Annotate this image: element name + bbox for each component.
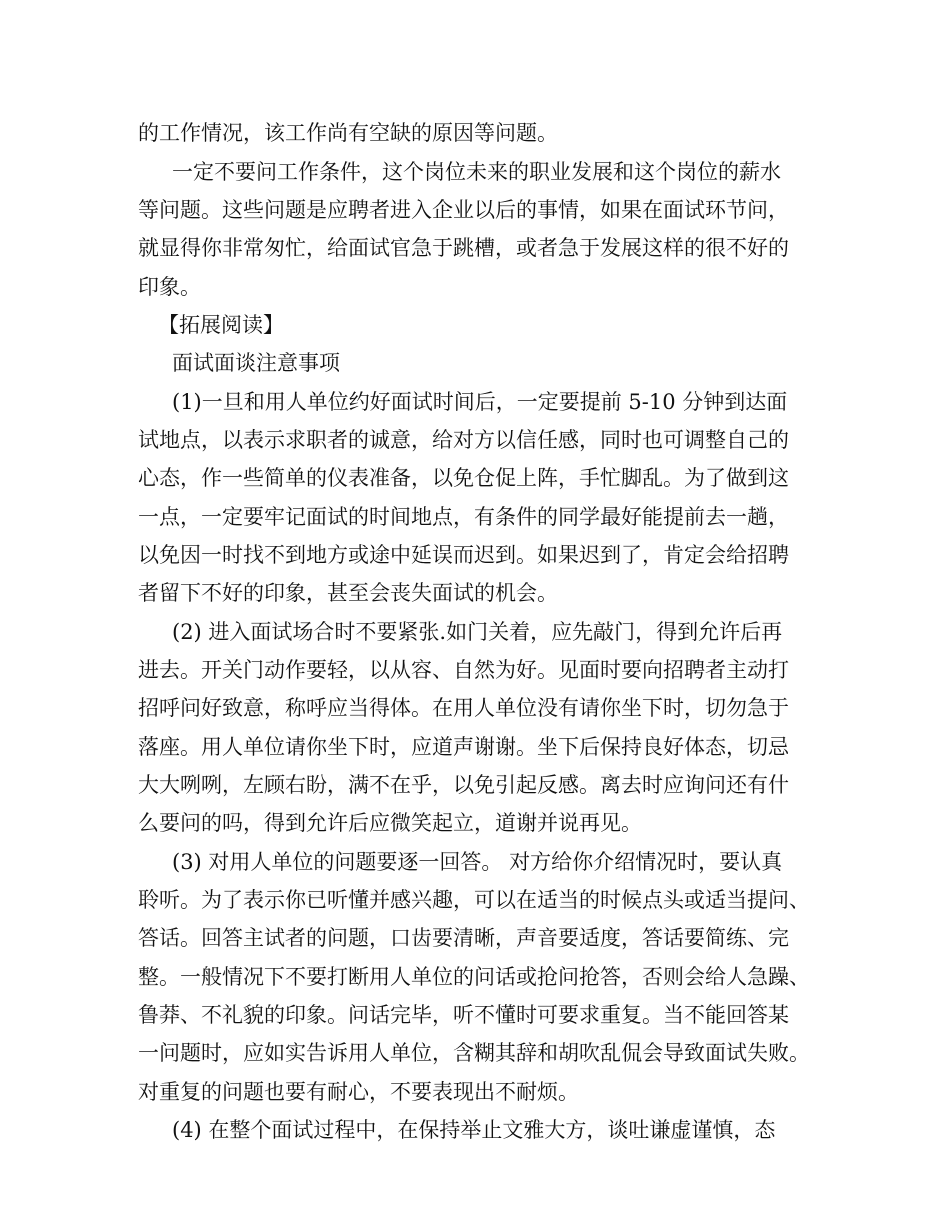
text-line: 以免因一时找不到地方或途中延误而迟到。如果迟到了，肯定会给招聘 (138, 543, 789, 567)
text-line: 聆听。为了表示你已听懂并感兴趣，可以在适当的时候点头或适当提问、 (138, 888, 810, 912)
text-line: 一定不要问工作条件，这个岗位未来的职业发展和这个岗位的薪水 (172, 160, 781, 184)
text-line: 一问题时，应如实告诉用人单位，含糊其辞和胡吹乱侃会导致面试失败。 (138, 1041, 810, 1065)
text-line: (1)一旦和用人单位约好面试时间后，一定要提前 5-10 分钟到达面 (172, 390, 788, 414)
text-line: 对重复的问题也要有耐心，不要表现出不耐烦。 (138, 1080, 579, 1104)
text-line: 的工作情况，该工作尚有空缺的原因等问题。 (138, 121, 558, 145)
text-line: 者留下不好的印象，甚至会丧失面试的机会。 (138, 581, 558, 605)
text-line: (2) 进入面试场合时不要紧张.如门关着，应先敲门，得到允许后再 (172, 620, 783, 644)
section-heading: 【拓展阅读】 (158, 313, 284, 337)
text-line: 么要问的吗，得到允许后应微笑起立，道谢并说再见。 (138, 811, 642, 835)
text-line: 落座。用人单位请你坐下时，应道声谢谢。坐下后保持良好体态，切忌 (138, 735, 789, 759)
text-line: 整。一般情况下不要打断用人单位的问话或抢问抢答，否则会给人急躁、 (138, 965, 810, 989)
text-line: 试地点，以表示求职者的诚意，给对方以信任感，同时也可调整自己的 (138, 428, 789, 452)
text-line: 就显得你非常匆忙，给面试官急于跳槽，或者急于发展这样的很不好的 (138, 236, 789, 260)
text-line: 招呼问好致意，称呼应当得体。在用人单位没有请你坐下时，切勿急于 (138, 696, 789, 720)
text-line: 大大咧咧，左顾右盼，满不在乎，以免引起反感。离去时应询问还有什 (138, 773, 789, 797)
text-line: 印象。 (138, 275, 201, 299)
text-line: (4) 在整个面试过程中，在保持举止文雅大方，谈吐谦虚谨慎，态 (172, 1118, 776, 1142)
text-line: 心态，作一些简单的仪表准备，以免仓促上阵，手忙脚乱。为了做到这 (138, 466, 789, 490)
text-line: 答话。回答主试者的问题，口齿要清晰，声音要适度，答话要简练、完 (138, 926, 789, 950)
subsection-title: 面试面谈注意事项 (172, 351, 340, 375)
text-line: 等问题。这些问题是应聘者进入企业以后的事情，如果在面试环节问， (138, 198, 789, 222)
text-line: 进去。开关门动作要轻，以从容、自然为好。见面时要向招聘者主动打 (138, 658, 789, 682)
text-line: 鲁莽、不礼貌的印象。问话完毕，听不懂时可要求重复。当不能回答某 (138, 1003, 789, 1027)
text-line: 一点，一定要牢记面试的时间地点，有条件的同学最好能提前去一趟， (138, 505, 789, 529)
text-line: (3) 对用人单位的问题要逐一回答。 对方给你介绍情况时，要认真 (172, 850, 783, 874)
